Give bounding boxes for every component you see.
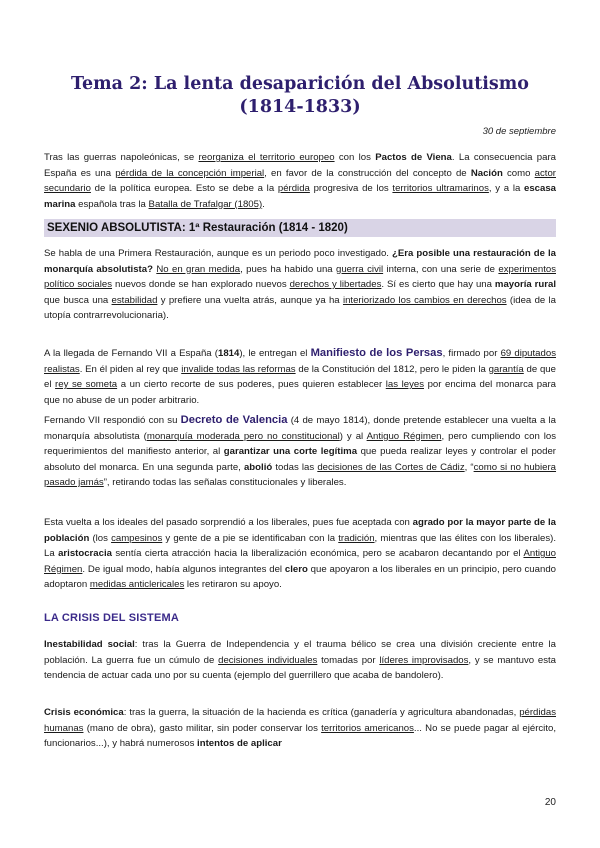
text-run: como si no hubiera pasado jamás [44,461,557,488]
text-run: invalide todas las reformas [181,363,296,375]
text-run: interiorizado los cambios en derechos [342,294,507,306]
text-run: ) y al [339,430,367,442]
text-run: y gente de a pie se identificaban con la [162,532,339,544]
text-run: abolió [243,461,273,473]
text-run: a un cierto recorte de sus poderes, pues quieren establecer [117,379,386,390]
text-run: actor secundario [44,167,556,194]
text-run: de la política europea. Esto se debe a la [90,183,278,194]
text-run: agrado por la mayor parte de la población [44,517,556,544]
text-run: pérdida de la concepción imperial [115,167,265,179]
text-run: garantizar una corte legítima [223,446,358,457]
text-run: estabilidad [111,294,158,306]
text-run: . La consecuencia para España es una [44,152,556,179]
page-title-line1: Tema 2: La lenta desaparición del Absolutismo [71,74,529,94]
text-run: : tras la guerra, la situación de la hacienda es crítica (ganadería y agricultura abandonadas, [123,707,520,718]
text-run: : tras la Guerra de Independencia y el trauma bélico se crea una división creciente entre la población. La guerra fue un cúmulo de [44,639,556,666]
paragraph-primera-restauracion [44,246,556,324]
text-run: A la llegada de Fernando VII a España ( [44,348,218,359]
text-run: , y a la [488,183,524,194]
text-run: Esta vuelta a los ideales del pasado sorprendió a los liberales, pues fue aceptada con [44,517,413,528]
text-run: decisiones individuales [218,654,318,666]
text-run: progresiva de los [309,183,393,194]
text-run: , pues ha habido una [240,263,337,275]
text-run: las leyes [385,379,424,390]
text-run: , mientras que las élites con los liberales). La [44,532,556,559]
paragraph-crisis-economica [44,705,556,752]
text-run: ”, retirando todas las señalas constitucionales y liberales. [103,477,347,488]
text-run: 69 diputados realistas [44,348,556,375]
paragraph-inestabilidad-social [44,637,556,684]
section-heading-crisis: LA CRISIS DEL SISTEMA [44,612,179,624]
text-run: campesinos [111,532,163,544]
text-run: de la Constitución del 1812, pero le piden la [295,363,489,375]
text-run: (los [89,532,112,544]
text-run: sentía cierta atracción hacia la liberalización económica, pero se acabaron decantando por el [111,548,524,559]
text-run: medidas anticlericales [89,579,185,590]
text-run: tradición [338,532,375,544]
text-run: . [262,198,265,210]
text-run: interna, con una serie de [383,263,499,275]
text-run: aristocracia [58,548,112,559]
text-run: Decreto de Valencia [180,414,288,426]
text-run: que pueda realizar leyes y controlar el poder absoluto del monarca. En una segunda parte, [44,446,556,473]
text-run: Tras las guerras napoleónicas, se [44,152,199,163]
text-run: como [502,167,535,179]
text-run: monarquía moderada pero no constitucional [146,430,340,442]
text-run: Batalla de Trafalgar (1805) [148,198,263,210]
text-run: española tras la [75,198,149,210]
text-run: , en favor de la construcción del concepto de [264,167,471,179]
text-run: y prefiere una vuelta atrás, aunque ya ha [157,294,343,306]
text-run: por encima del monarca para que no abuse de un poder arbitrario. [44,379,556,406]
text-run: , y se mantuvo esta tendencia de actuar cada uno por su cuenta (ejemplo del guerrillero que acaba de bandolero). [44,654,557,681]
text-run: Se habla de una Primera Restauración, aunque es un periodo poco investigado. [44,248,393,259]
text-run: ), le entregan el [239,348,311,359]
paragraph-manifiesto-persas [44,346,556,408]
text-run: (mano de obra), gasto militar, sin poder conservar los [83,722,322,734]
text-run: pérdidas humanas [44,707,556,734]
text-run: pérdida [277,183,310,194]
text-run: territorios ultramarinos [392,183,489,194]
text-run: mayoría rural [494,279,557,290]
text-run: guerra civil [336,263,384,275]
paragraph-vuelta-ideales [44,515,556,593]
date-label: 30 de septiembre [482,126,556,137]
text-run: intentos de aplicar [197,738,282,749]
text-run: Antiguo Régimen [44,548,556,575]
text-run: , “ [464,461,474,473]
text-run: 1814 [217,348,240,359]
page-title-line2: (1814-1833) [239,97,361,117]
text-run: escasa marina [44,183,556,210]
text-run: . Sí es cierto que hay una [381,279,495,290]
text-run: que busca una [44,294,112,306]
text-run: , firmado por [442,348,501,359]
text-run: Fernando VII respondió con su [44,415,181,426]
text-run: experimentos político sociales [44,263,556,290]
text-run: les retiraron su apoyo. [184,579,282,590]
text-run: Crisis económica [44,707,124,718]
text-run: nuevos donde se han explorado nuevos [112,279,290,290]
text-run: territorios americanos [321,722,414,734]
text-run: ¿Era posible una restauración de la monarquía absolutista? [44,248,557,275]
intro-paragraph [44,150,556,212]
text-run: . En él piden al rey que [79,363,182,375]
text-run: Manifiesto de los Persas [310,347,443,359]
text-run: todas las [272,461,318,473]
page-number: 20 [544,797,556,808]
text-run: . De igual modo, había algunos integrantes del [82,563,285,575]
text-run: con los [334,152,376,163]
text-run: garantía [488,363,524,375]
text-run: (4 de mayo 1814), donde pretende establecer una vuelta a la monarquía absolutista ( [44,415,556,442]
text-run: rey se someta [55,379,118,390]
text-run: Inestabilidad social [44,639,135,650]
text-run: Antiguo Régimen [366,430,442,442]
text-run: , pero cumpliendo con los requerimientos del manifiesto anterior, al [44,430,557,457]
text-run: de que el [44,363,556,390]
text-run: clero [284,563,308,575]
text-run: tomadas por [317,654,380,666]
paragraph-decreto-valencia [44,413,556,491]
text-run: reorganiza el territorio europeo [198,152,335,163]
text-run: líderes improvisados [379,654,469,666]
text-run: Nación [470,167,503,179]
text-run: derechos y libertades [289,279,382,290]
text-run: (idea de la utopía contrarrevolucionaria). [44,294,557,321]
text-run: decisiones de las Cortes de Cádiz [317,461,465,473]
text-run: ... No se puede pagar al ejército, funcionarios...), y habrá numerosos [44,722,556,749]
section-heading-sexenio: SEXENIO ABSOLUTISTA: 1ª Restauración (1814 - 1820) [44,219,556,237]
text-run: Pactos de Viena [375,152,452,163]
text-run: que apoyaron a los liberales en un principio, pero cuando adoptaron [44,563,556,590]
text-run: No en gran medida [156,263,241,275]
